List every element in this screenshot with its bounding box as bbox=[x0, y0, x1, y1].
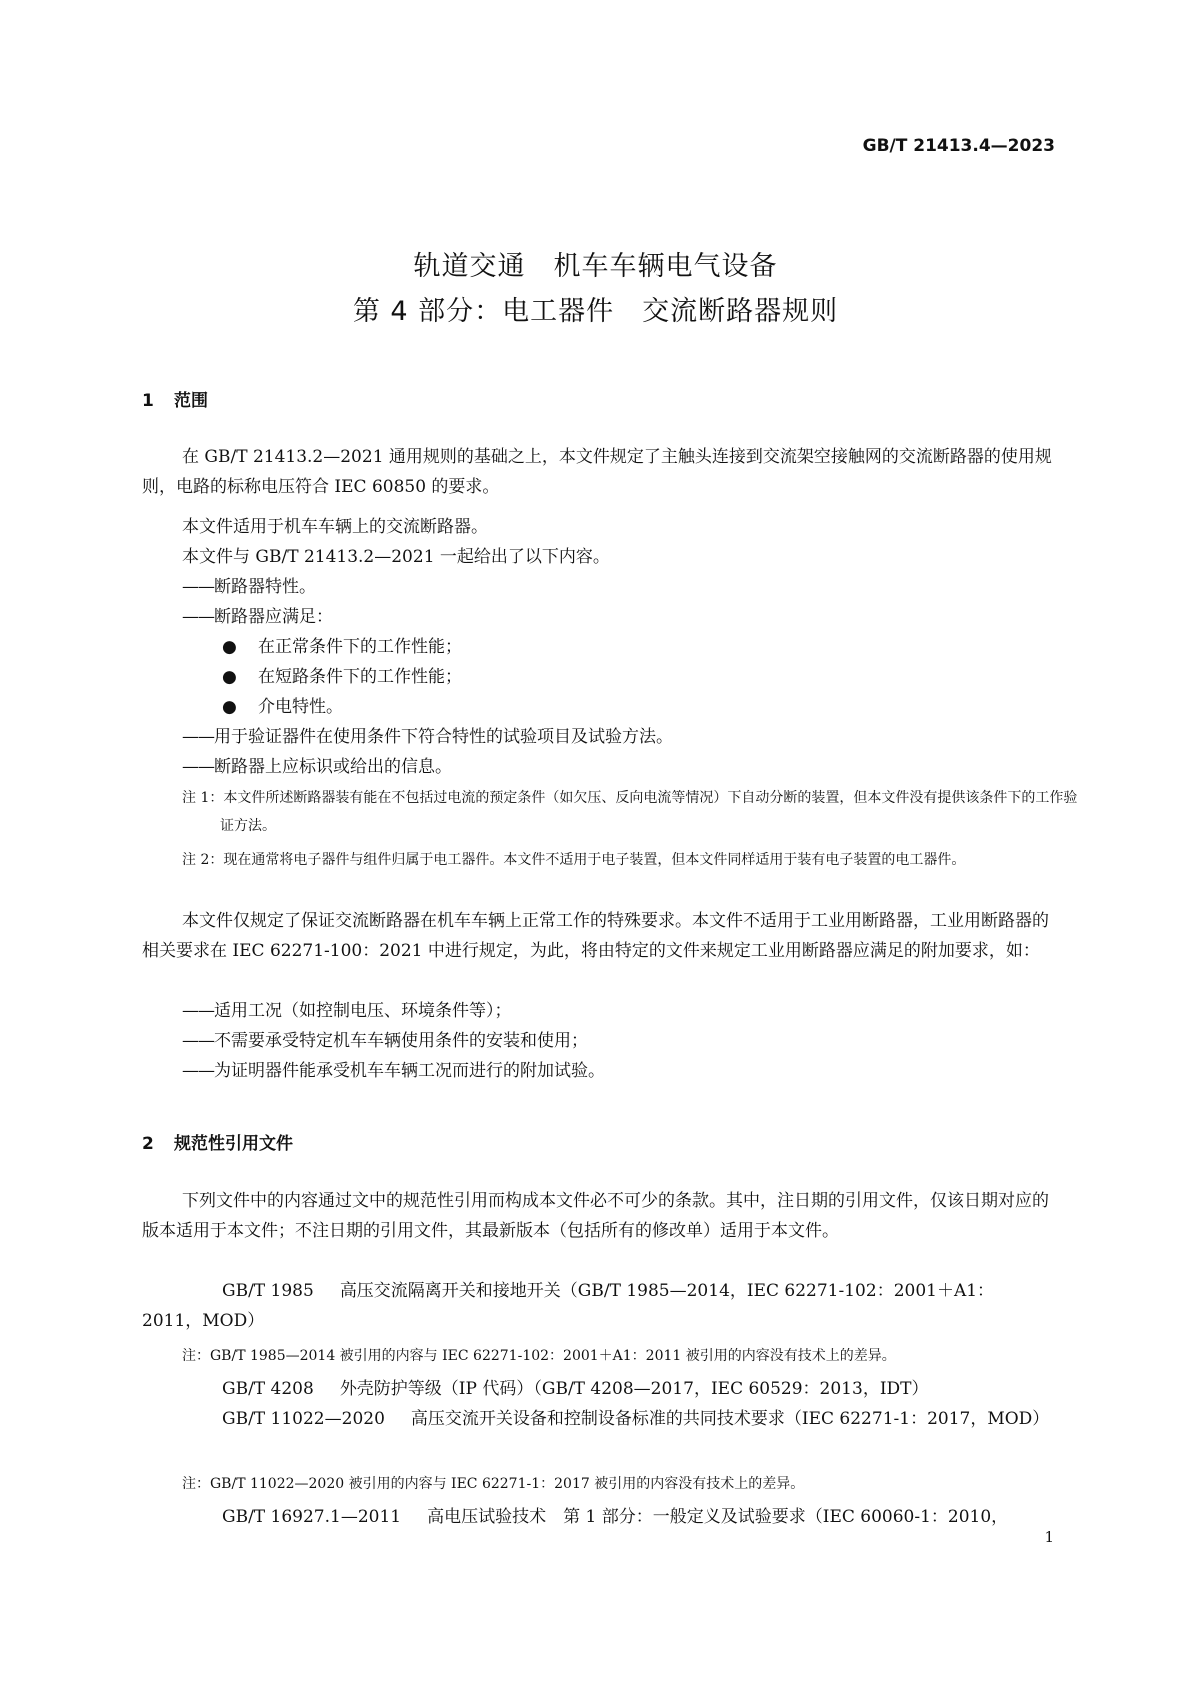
dash-list-item: —— 不需要承受特定机车车辆使用条件的安装和使用； bbox=[182, 1026, 588, 1051]
reference-item bbox=[142, 1374, 1052, 1404]
dash-list-item: —— 用于验证器件在使用条件下符合特性的试验项目及试验方法。 bbox=[182, 722, 673, 747]
paragraph: 本文件仅规定了保证交流断路器在机车车辆上正常工作的特殊要求。本文件不适用于工业用断路器，工业用断路器的相关要求在 IEC 62271-100：2021 中进行规定，为此，将由特定的文件来规定工业用断路器应满足的附加要求，如： bbox=[142, 911, 1049, 961]
section-1-heading bbox=[142, 386, 208, 411]
reference-title: 高电压试验技术 第 1 部分：一般定义及试验要求（IEC 60060-1：2010， bbox=[427, 1507, 1009, 1527]
section-number: 2 bbox=[142, 1134, 154, 1154]
reference-code: GB/T 4208 bbox=[222, 1379, 314, 1399]
section-2-heading bbox=[142, 1129, 293, 1154]
dash-list-item: —— 断路器应满足： bbox=[182, 602, 333, 627]
bullet-list-item: ● 在短路条件下的工作性能； bbox=[222, 667, 462, 687]
bullet-icon: ● bbox=[222, 637, 237, 657]
note: 注：GB/T 1985—2014 被引用的内容与 IEC 62271-102：2001＋A1：2011 被引用的内容没有技术上的差异。 bbox=[182, 1348, 896, 1364]
note: 注 2：现在通常将电子器件与组件归属于电工器件。本文件不适用于电子装置，但本文件同样适用于装有电子装置的电工器件。 bbox=[182, 852, 966, 868]
reference-item bbox=[142, 1502, 1052, 1532]
bullet-icon: ● bbox=[222, 697, 237, 717]
reference-title: 外壳防护等级（IP 代码）（GB/T 4208—2017，IEC 60529：2013，IDT） bbox=[339, 1379, 929, 1399]
section-title: 范围 bbox=[174, 391, 208, 411]
page-number: 1 bbox=[1044, 1528, 1054, 1546]
bullet-icon: ● bbox=[222, 667, 237, 687]
reference-title: 高压交流开关设备和控制设备标准的共同技术要求（IEC 62271-1：2017，MOD） bbox=[410, 1409, 1050, 1429]
section-number: 1 bbox=[142, 391, 154, 411]
reference-item bbox=[142, 1404, 1052, 1434]
dash-list-item: —— 断路器特性。 bbox=[182, 572, 316, 597]
paragraph: 本文件适用于机车车辆上的交流断路器。 bbox=[182, 517, 488, 537]
paragraph: 在 GB/T 21413.2—2021 通用规则的基础之上，本文件规定了主触头连接到交流架空接触网的交流断路器的使用规则，电路的标称电压符合 IEC 60850 的要求。 bbox=[142, 447, 1052, 497]
reference-code: GB/T 16927.1—2011 bbox=[222, 1507, 402, 1527]
section-title: 规范性引用文件 bbox=[174, 1134, 293, 1154]
standard-code: GB/T 21413.4—2023 bbox=[862, 136, 1055, 156]
reference-code: GB/T 11022—2020 bbox=[222, 1409, 385, 1429]
bullet-list-item: ● 介电特性。 bbox=[222, 697, 343, 717]
dash-list-item: —— 断路器上应标识或给出的信息。 bbox=[182, 752, 452, 777]
bullet-list-item: ● 在正常条件下的工作性能； bbox=[222, 637, 462, 657]
reference-code: GB/T 1985 bbox=[222, 1281, 314, 1301]
reference-title: 高压交流隔离开关和接地开关（GB/T 1985—2014，IEC 62271-102：2001＋A1：2011，MOD） bbox=[142, 1281, 995, 1331]
reference-item bbox=[142, 1276, 1052, 1336]
dash-list-item: —— 适用工况（如控制电压、环境条件等）； bbox=[182, 996, 512, 1021]
dash-list-item: —— 为证明器件能承受机车车辆工况而进行的附加试验。 bbox=[182, 1056, 605, 1081]
note: 注：GB/T 11022—2020 被引用的内容与 IEC 62271-1：2017 被引用的内容没有技术上的差异。 bbox=[182, 1476, 805, 1492]
paragraph: 本文件与 GB/T 21413.2—2021 一起给出了以下内容。 bbox=[182, 547, 610, 567]
title-line-2: 第 4 部分：电工器件 交流断路器规则 bbox=[352, 296, 839, 327]
title-line-1: 轨道交通 机车车辆电气设备 bbox=[413, 251, 778, 282]
note: 注 1：本文件所述断路器装有能在不包括过电流的预定条件（如欠压、反向电流等情况）下自动分断的装置，但本文件没有提供该条件下的工作验证方法。 bbox=[182, 790, 1078, 834]
paragraph: 下列文件中的内容通过文中的规范性引用而构成本文件必不可少的条款。其中，注日期的引用文件，仅该日期对应的版本适用于本文件；不注日期的引用文件，其最新版本（包括所有的修改单）适用于本文件。 bbox=[142, 1191, 1049, 1241]
